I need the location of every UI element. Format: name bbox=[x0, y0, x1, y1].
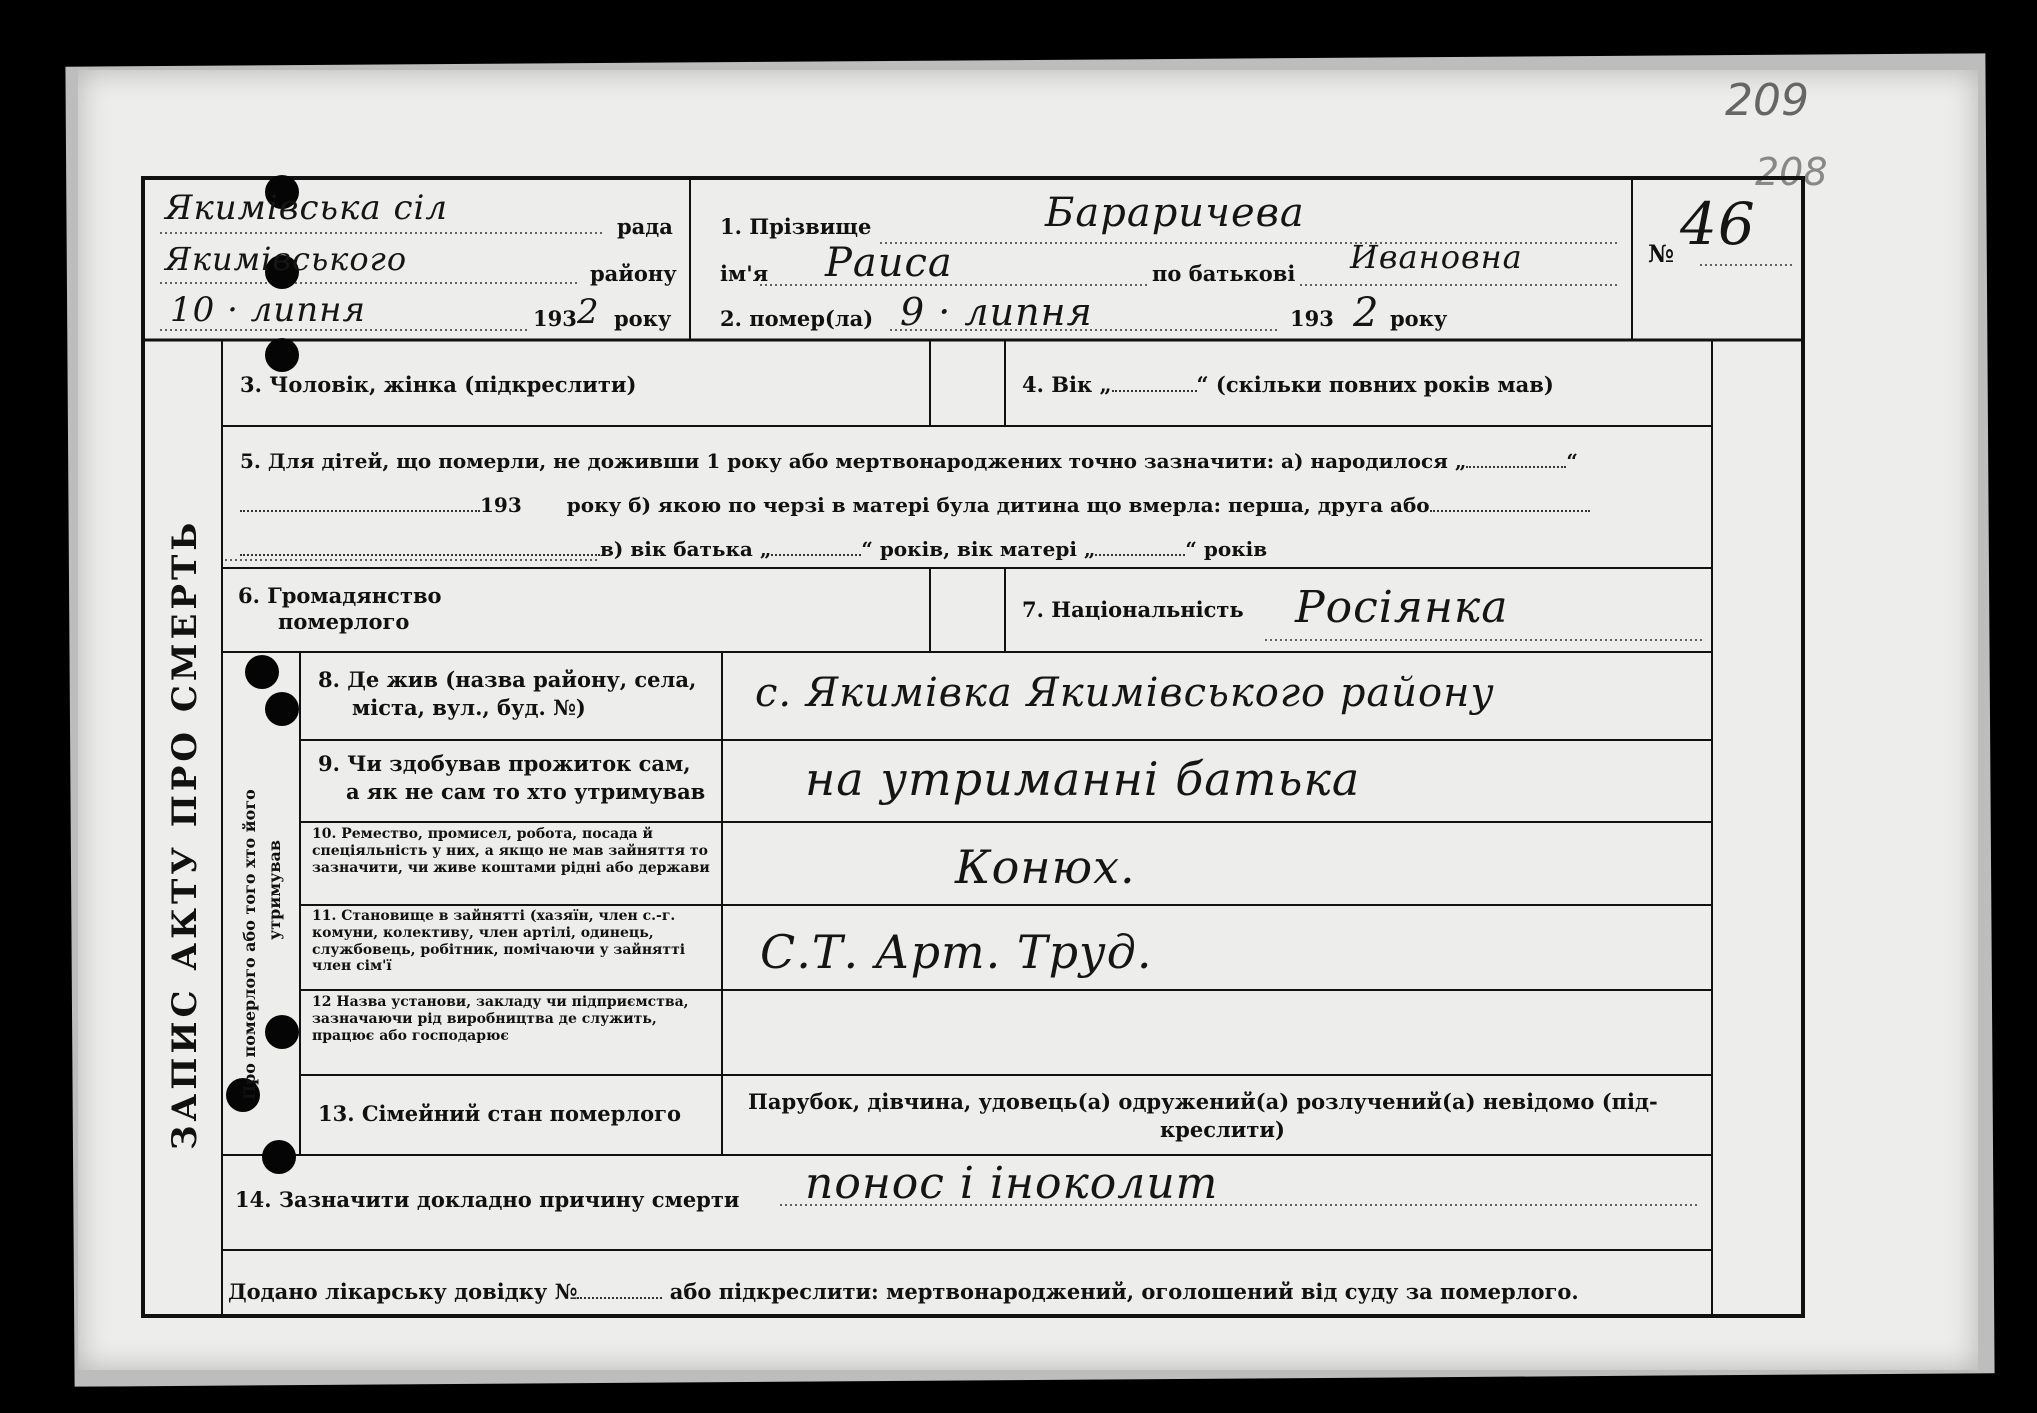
field-9-line1: 9. Чи здобував прожиток сам, bbox=[318, 751, 691, 776]
field-4-label: 4. Вік „ bbox=[1022, 372, 1112, 397]
name-label: ім'я bbox=[720, 261, 769, 286]
archive-number: 209 bbox=[1725, 75, 1809, 126]
mother-age-blank bbox=[1095, 554, 1185, 556]
footer-text: Додано лікарську довідку № bbox=[228, 1279, 578, 1304]
father-age-label: в) вік батька „ bbox=[600, 537, 772, 561]
residence-handwritten: с. Якимівка Якимівського району bbox=[755, 670, 1495, 716]
footer-line bbox=[228, 1280, 1579, 1304]
death-year-printed: 193 bbox=[1290, 306, 1334, 331]
born-blank bbox=[1466, 466, 1566, 468]
field-5-text1: 5. Для дітей, що померли, не доживши 1 року або мертвонароджених точно зазначити: а) народилося „ bbox=[240, 449, 1467, 473]
field-14-cause: 14. Зазначити докладно причину смерти bbox=[235, 1187, 740, 1212]
name-handwritten: Раиса bbox=[825, 240, 953, 286]
status-handwritten: С.Т. Арт. Труд. bbox=[760, 925, 1153, 979]
field-5-line1 bbox=[240, 450, 1578, 473]
year-printed: 193 bbox=[533, 306, 577, 331]
death-year-handwritten: 2 bbox=[1353, 290, 1380, 336]
field-8-line2: міста, вул., буд. №) bbox=[352, 695, 586, 720]
death-date-handwritten: 9 · липня bbox=[900, 290, 1093, 334]
punch-hole bbox=[245, 655, 279, 689]
surname-label: 1. Прізвище bbox=[720, 214, 872, 239]
field-5-line2 bbox=[240, 494, 1590, 517]
father-age-blank bbox=[771, 554, 861, 556]
order-cont-blank bbox=[240, 554, 600, 556]
rayon-handwritten: Якимівського bbox=[165, 240, 408, 278]
field-7-nationality: 7. Національність bbox=[1022, 597, 1244, 622]
side-subtitle-1: Про померлого або того хто його bbox=[240, 789, 259, 1100]
patronymic-handwritten: Ивановна bbox=[1350, 238, 1523, 276]
punch-hole bbox=[265, 692, 299, 726]
field-4-note: “ (скільки повних років мав) bbox=[1196, 372, 1554, 397]
death-label: 2. помер(ла) bbox=[720, 306, 874, 331]
punch-hole bbox=[265, 338, 299, 372]
footer-text-b: або підкреслити: мертвонароджений, оголошений від суду за померлого. bbox=[669, 1279, 1579, 1304]
field-4-age bbox=[1022, 373, 1554, 397]
field-9-line2: а як не сам то хто утримував bbox=[346, 779, 706, 804]
number-label: № bbox=[1648, 239, 1675, 268]
field-6-line1: 6. Громадянство bbox=[238, 583, 442, 608]
rayon-label: району bbox=[590, 261, 677, 286]
death-roku-label: року bbox=[1390, 306, 1448, 331]
field-5-year: 193 bbox=[480, 493, 522, 517]
side-title: ЗАПИС АКТУ ПРО СМЕРТЬ bbox=[165, 518, 205, 1150]
marital-options-line1: Парубок, дівчина, удовець(а) одружений(а) розлучений(а) невідомо (під- bbox=[748, 1089, 1658, 1114]
field-5-quote: “ bbox=[1566, 449, 1578, 473]
surname-handwritten: Бараричева bbox=[1045, 190, 1305, 236]
field-13-marital: 13. Сімейний стан померлого bbox=[318, 1101, 681, 1126]
nationality-handwritten: Росіянка bbox=[1295, 582, 1509, 633]
year-handwritten: 2 bbox=[577, 292, 600, 332]
punch-hole bbox=[265, 1015, 299, 1049]
record-number: 46 bbox=[1680, 190, 1756, 258]
marital-options-line2: креслити) bbox=[1160, 1117, 1285, 1142]
archive-number-old: 208 bbox=[1755, 150, 1828, 194]
rada-label: рада bbox=[617, 214, 673, 239]
side-subtitle-2: утримував bbox=[265, 840, 284, 940]
certificate-blank bbox=[577, 1297, 662, 1299]
field-6-line2: померлого bbox=[278, 609, 410, 634]
support-handwritten: на утриманні батька bbox=[805, 752, 1361, 806]
punch-hole bbox=[262, 1140, 296, 1174]
field-11: 11. Становище в зайнятті (хазяїн, член с.-г. комуни, колективу, член артілі, одинець, службовець, робітник, помічаючи у зайнятті член сім'ї bbox=[312, 908, 686, 975]
age-blank bbox=[1112, 390, 1197, 392]
field-12: 12 Назва установи, закладу чи підприємства, зазначаючи рід виробництва де служить, працює або господарює bbox=[312, 994, 689, 1044]
field-5-tail: “ років bbox=[1185, 537, 1268, 561]
field-3-sex: 3. Чоловік, жінка (підкреслити) bbox=[240, 372, 637, 397]
patronymic-label: по батькові bbox=[1152, 261, 1296, 286]
registration-date: 10 · липня bbox=[170, 290, 367, 330]
mother-age-label: “ років, вік матері „ bbox=[861, 537, 1096, 561]
roku-label: року bbox=[614, 306, 672, 331]
born-date-blank bbox=[240, 510, 480, 512]
field-5-line3 bbox=[240, 538, 1267, 561]
field-8-line1: 8. Де жив (назва району, села, bbox=[318, 667, 697, 692]
cause-handwritten: понос і іноколит bbox=[805, 1158, 1219, 1209]
field-10: 10. Ремество, промисел, робота, посада й спеціяльність у них, а якщо не мав зайняття то зазначити, чи живе коштами рідні або держави bbox=[312, 826, 710, 876]
occupation-handwritten: Конюх. bbox=[955, 840, 1136, 894]
field-5-text2: року б) якою по черзі в матері була дитина що вмерла: перша, друга або bbox=[566, 493, 1430, 517]
order-blank bbox=[1430, 510, 1590, 512]
rada-handwritten: Якимівська сіл bbox=[165, 188, 449, 228]
